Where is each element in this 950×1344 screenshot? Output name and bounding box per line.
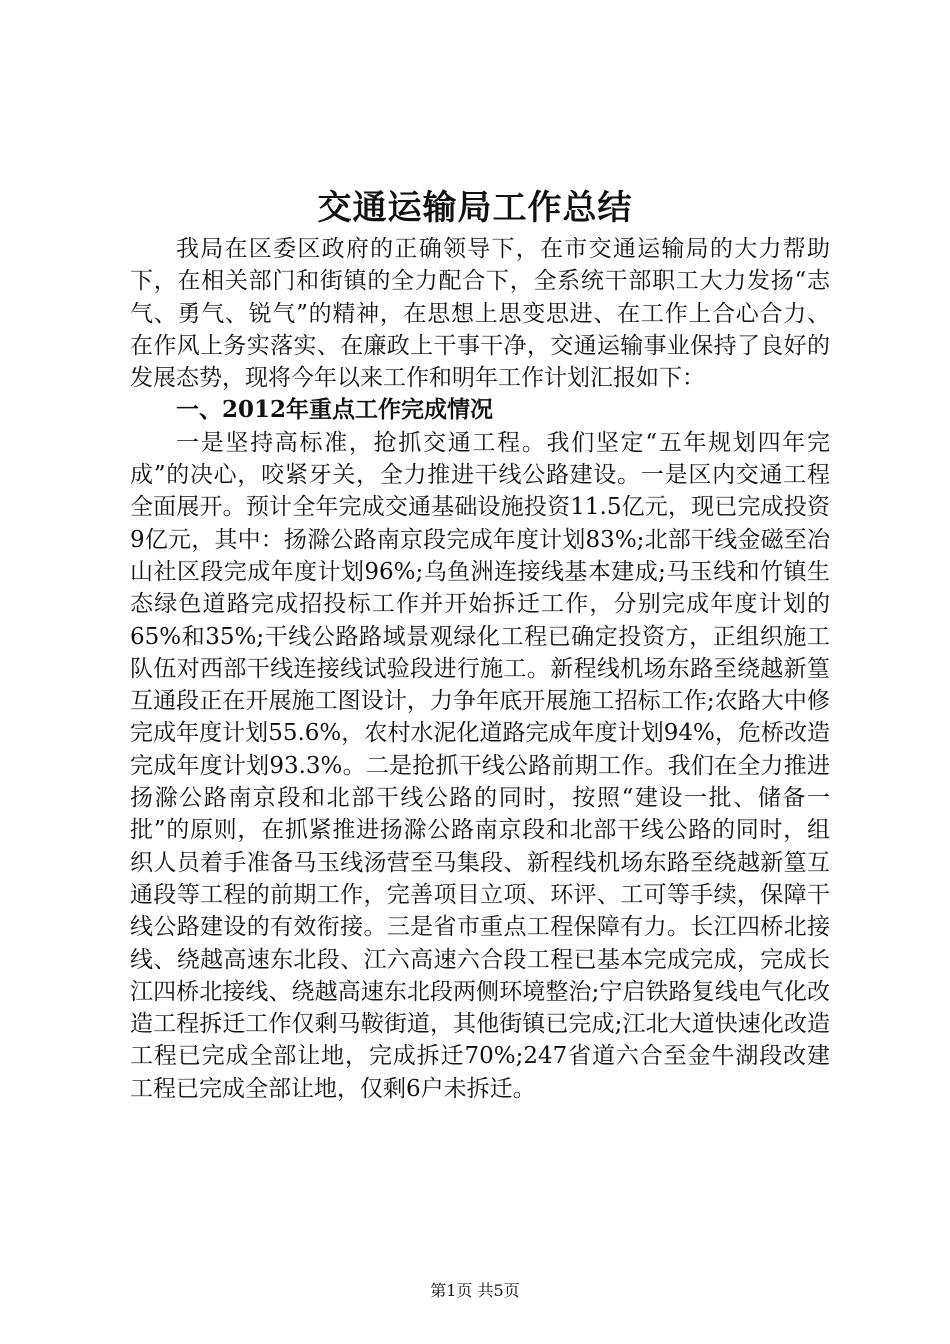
intro-paragraph: 我局在区委区政府的正确领导下，在市交通运输局的大力帮助下，在相关部门和街镇的全力配合下，全系统干部职工大力发扬“志气、勇气、锐气”的精神，在思想上思变思进、在工作上合心合力、在作风上务实落实、在廉政上干事干净，交通运输事业保持了良好的发展态势，现将今年以来工作和明年工作计划汇报如下： xyxy=(130,236,830,392)
section-paragraph: 一是坚持高标准，抢抓交通工程。我们坚定“五年规划四年完成”的决心，咬紧牙关，全力推进干线公路建设。一是区内交通工程全面展开。预计全年完成交通基础设施投资11.5亿元，现已完成投资9亿元，其中：扬滁公路南京段完成年度计划83%;北部干线金磁至冶山社区段完成年度计划96%;乌鱼洲连接线基本建成;马玉线和竹镇生态绿色道路完成招投标工作并开始拆迁工作，分别完成年度计划的65%和35%;干线公路路域景观绿化工程已确定投资方，正组织施工队伍对西部干线连接线试验段进行施工。新程线机场东路至绕越新篁互通段正在开展施工图设计，力争年底开展施工招标工作;农路大中修完成年度计划55.6%，农村水泥化道路完成年度计划94%，危桥改造完成年度计划93.3%。二是抢抓干线公路前期工作。我们在全力推进扬滁公路南京段和北部干线公路的同时，按照“建设一批、储备一批”的原则，在抓紧推进扬滁公路南京段和北部干线公路的同时，组织人员着手准备马玉线汤营至马集段、新程线机场东路至绕越新篁互通段等工程的前期工作，完善项目立项、环评、工可等手续，保障干线公路建设的有效衔接。三是省市重点工程保障有力。长江四桥北接线、绕越高速东北段、江六高速六合段工程已基本完成完成，完成长江四桥北接线、绕越高速东北段两侧环境整治;宁启铁路复线电气化改造工程拆迁工作仅剩马鞍街道，其他街镇已完成;江北大道快速化改造工程已完成全部让地，完成拆迁70%;247省道六合至金牛湖段改建工程已完成全部让地，仅剩6户未拆迁。 xyxy=(130,429,830,1102)
document-title: 交通运输局工作总结 xyxy=(317,188,633,228)
section-heading: 一、2012年重点工作完成情况 xyxy=(176,396,494,424)
page-footer: 第1页 共5页 xyxy=(430,1281,520,1300)
document-body xyxy=(130,233,830,1105)
